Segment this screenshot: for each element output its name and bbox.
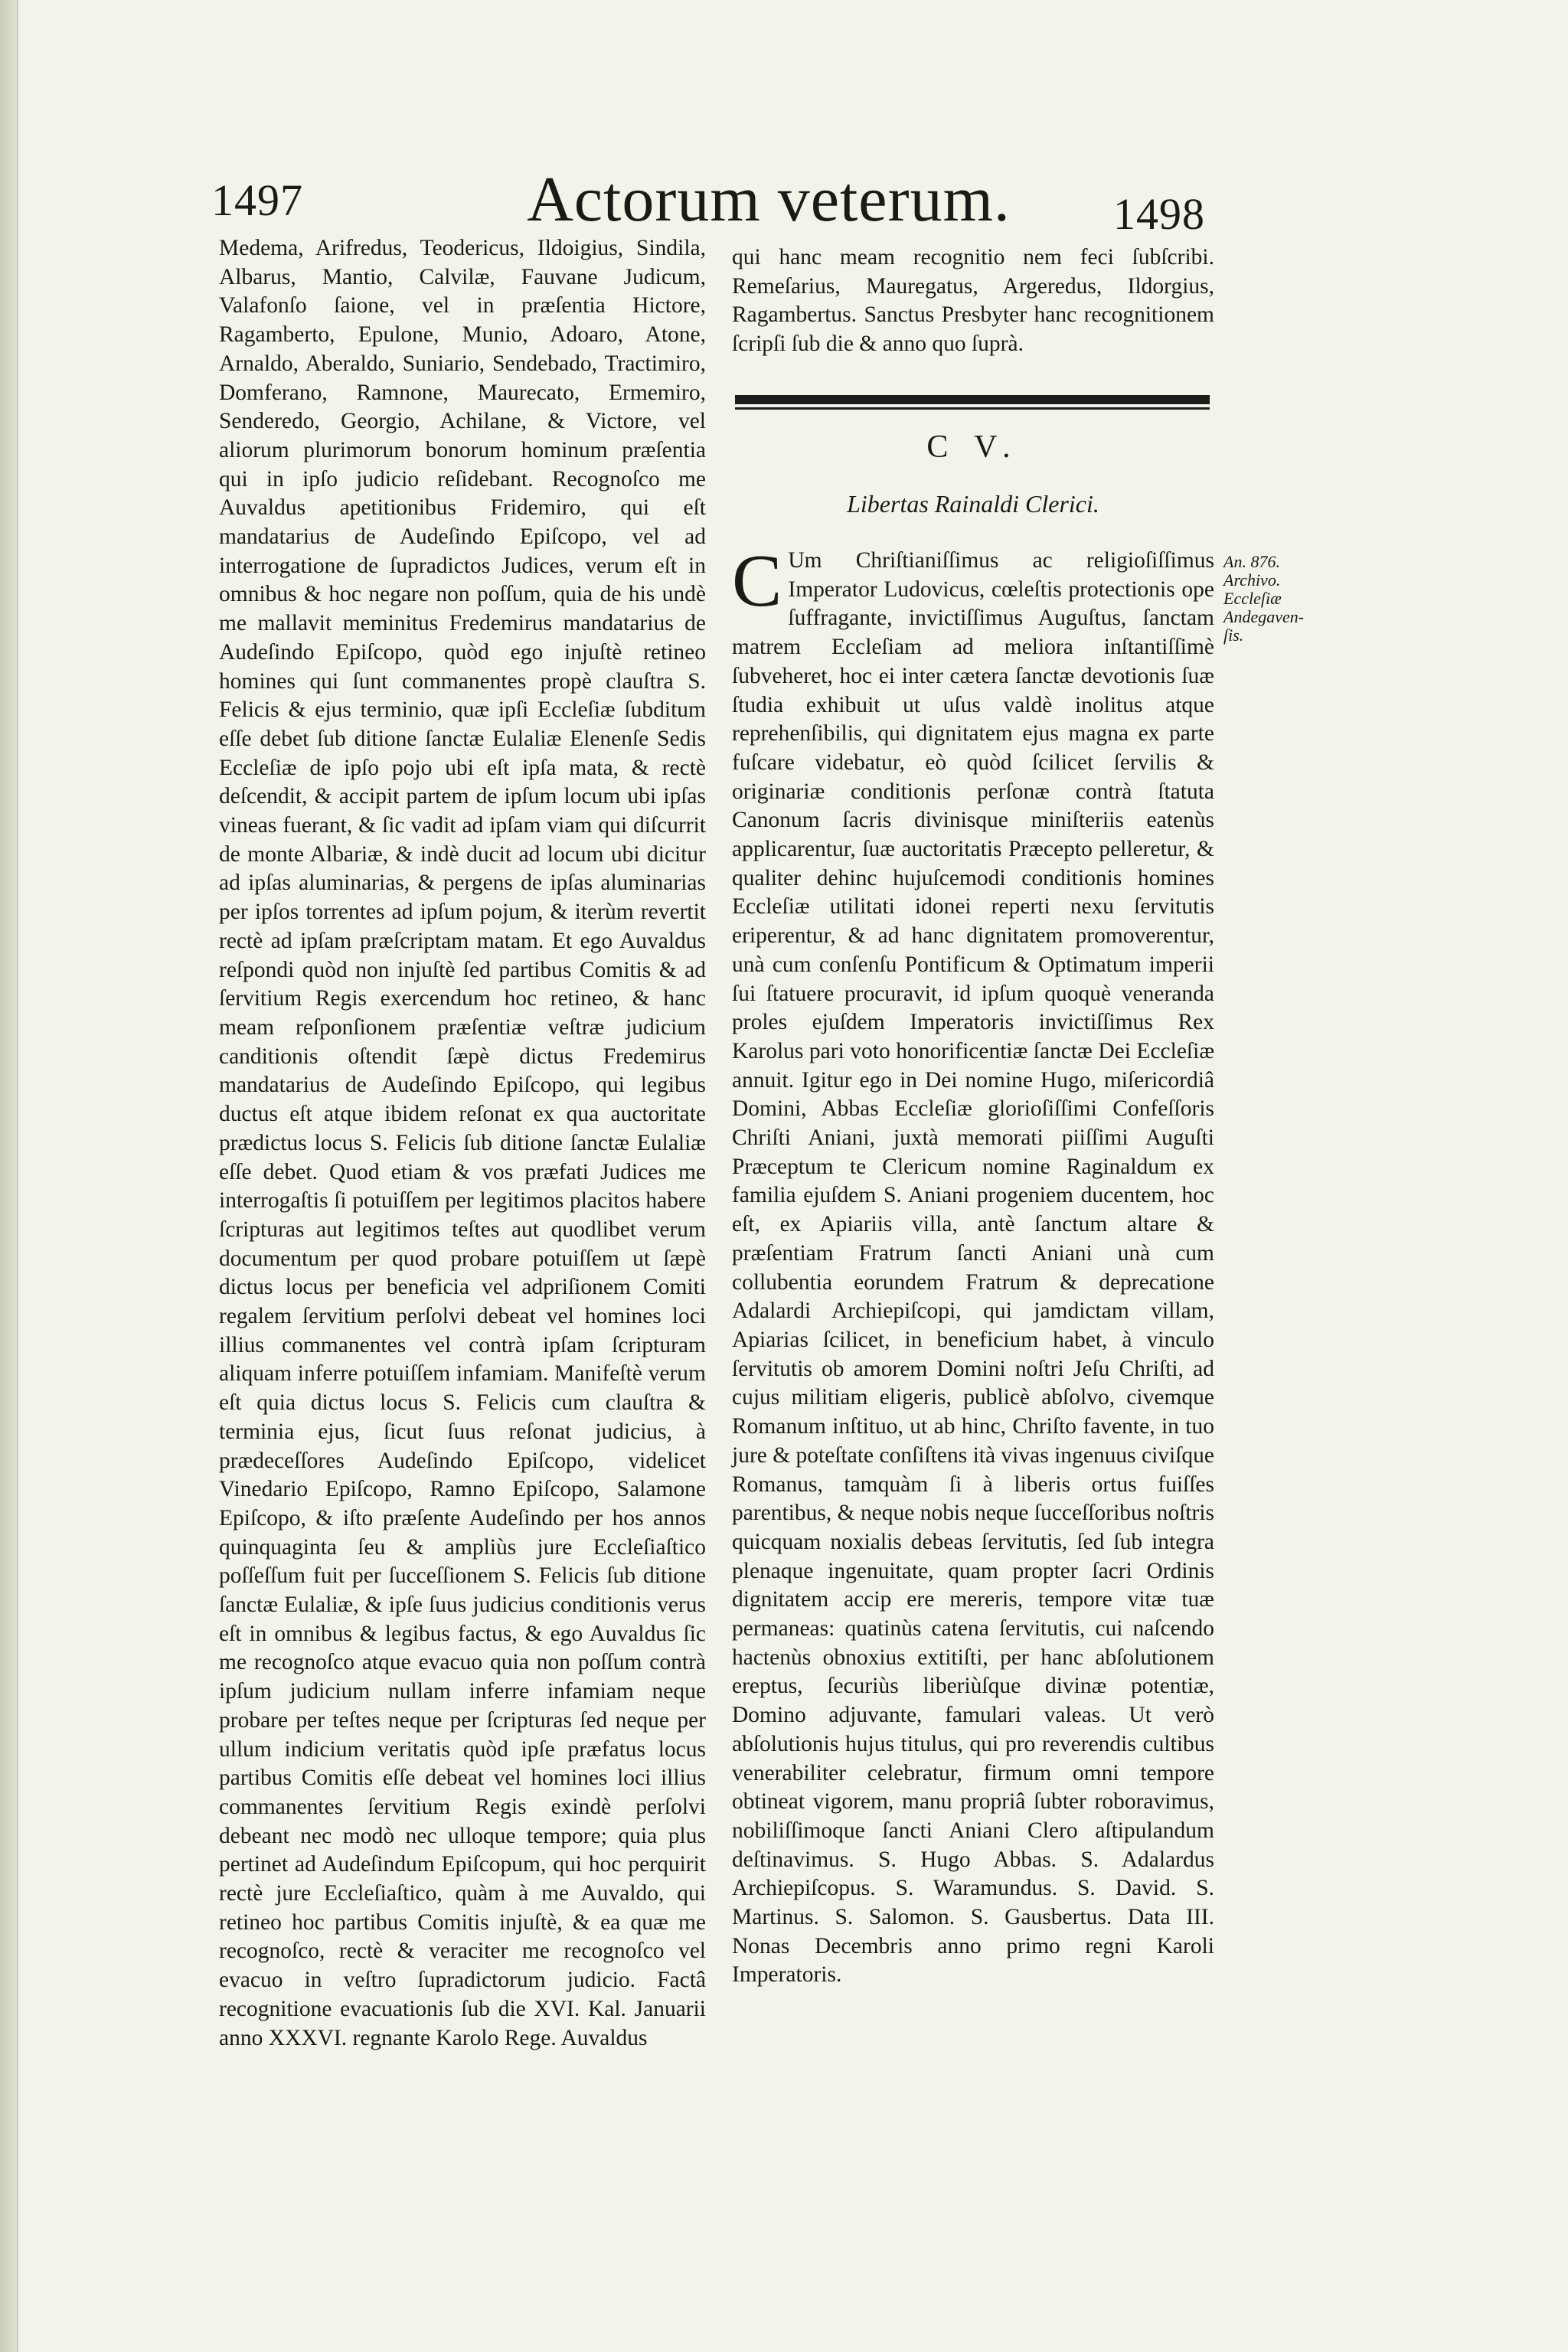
margin-note-line: ſis. bbox=[1223, 626, 1244, 645]
chapter-title: Libertas Rainaldi Clerici. bbox=[847, 490, 1099, 518]
left-column-text: Medema, Arifredus, Teodericus, Ildoigius, Sindila, Albarus, Mantio, Calvilæ, Fauvane Judicum, Valafonſo ſaione, vel in præſentia Hictore, Ragamberto, Epulone, Munio, Adoaro, Atone, Arnaldo, Aberaldo, Suniario, Sendebado, Tractimiro, Domferano, Ramnone, Maurecato, Ermemiro, Senderedo, Georgio, Achilane, & Victore, vel aliorum plurimorum bonorum hominum præſentia qui in ipſo judicio reſidebant. Recognoſco me Auvaldus apetitionibus Fridemiro, qui eſt mandatarius de Audeſindo Epiſcopo, vel ad interrogatione de ſupradictos Judices, verum eſt in omnibus & hoc negare non poſſum, quia de his undè me mallavit meminitus Fredemirus mandatarius de Audeſindo Epiſcopo, quòd ego injuſtè retineo homines qui ſunt commanentes propè clauſtra S. Felicis & ejus terminio, quæ ipſi Eccleſiæ ſubditum eſſe debet ſub ditione ſanctæ Eulaliæ Elenenſe Sedis Eccleſiæ de ipſo pojo ubi eſt ipſa mata, & rectè deſcendit, & accipit partem de ipſum locum ubi ipſas vineas fuerant, & ſic vadit ad ipſam viam qui diſcurrit de monte Albariæ, & indè ducit ad locum ubi dicitur ad ipſas aluminarias, & pergens de ipſas aluminarias per ipſos torrentes ad ipſum pojum, & iterùm revertit rectè ad ipſam præſcriptam matam. Et ego Auvaldus reſpondi quòd non injuſtè ſed partibus Comitis & ad ſervitium Regis exercendum hoc retineo, & hanc meam reſponſionem præſentiæ veſtræ judicium canditionis oſtendit ſæpè dictus Fredemirus mandatarius de Audeſindo Epiſcopo, qui legibus ductus eſt atque ibidem reſonat ex qua auctoritate prædictus locus S. Felicis ſub ditione ſanctæ Eulaliæ eſſe debet. Quod etiam & vos præfati Judices me interrogaſtis ſi potuiſſem per legitimos placitos habere ſcripturas aut legitimos teſtes aut quodlibet verum documentum per quod probare potuiſſem ut ſæpè dictus locus per beneficia vel adpriſionem Comiti regalem ſervitium perſolvi debeat vel homines loci illius commanentes vel contrà ipſam ſcripturam aliquam inferre potuiſſem infamiam. Manifeſtè verum eſt quia dictus locus S. Felicis cum clauſtra & terminia ejus, ſicut ſuus reſonat judicius, à prædeceſſores Audeſindo Epiſcopo, videlicet Vinedario Epiſcopo, Ramno Epiſcopo, Salamone Epiſcopo, & iſto præſente Audeſindo per hos annos quinquaginta ſeu & ampliùs jure Eccleſiaſtico poſſeſſum fuit per ſucceſſionem S. Felicis ſub ditione ſanctæ Eulaliæ, & ipſe ſuus judicius conditionis verus eſt in omnibus & legibus factus, & ego Auvaldus ſic me recognoſco atque evacuo quia non poſſum contrà ipſum judicium nullam inferre infamiam neque probare per teſtes neque per ſcripturas ſed neque per ullum indicium veritatis quòd ipſe præfatus locus partibus Comitis eſſe debeat vel homines loci illius commanentes ſervitium Regis exindè perſolvi debeant nec modò nec ulloque tempore; quia plus pertinet ad Audeſindum Epiſcopum, qui hoc perquirit rectè jure Eccleſiaſtico, quàm à me Auvaldo, qui retineo hoc partibus Comitis injuſtè, & ea quæ me recognoſco, rectè & veraciter me recognoſco vel evacuo in veſtro ſupradictorum judicio. Factâ recognitione evacuationis ſub die XVI. Kal. Januarii anno XXXVI. regnante Karolo Rege. Auvaldus bbox=[219, 236, 706, 2050]
divider-thin-line bbox=[735, 407, 1210, 410]
margin-note-line: Eccleſiæ bbox=[1223, 589, 1282, 608]
right-column-body bbox=[732, 540, 1215, 1990]
divider-thick-line bbox=[735, 395, 1210, 404]
margin-note bbox=[1223, 553, 1331, 645]
page-number-left: 1497 bbox=[211, 175, 303, 225]
book-page bbox=[17, 0, 1568, 2352]
margin-note-line: Andegaven- bbox=[1223, 607, 1305, 626]
right-column-top-text: qui hanc meam recognitio nem feci ſubſcribi. Remeſarius, Mauregatus, Argeredus, Ildorgius, Ragambertus. Sanctus Presbyter hanc recognitionem ſcripſi ſub die & anno quo ſuprà. bbox=[732, 245, 1214, 357]
right-column-body-text: Um Chriſtianiſſimus ac religioſiſſimus Imperator Ludovicus, cœleſtis protectionis ope ſuffragante, invictiſſimus Auguſtus, ſanctam matrem Eccleſiam ad meliora inſtantiſſimè ſubveheret, hoc ei inter cætera ſanctæ devotionis ſuæ ſtudia exhibuit ut uſus valdè inolitus atque reprehenſibilis, qui dignitatem ejus magna ex parte fuſcare videbatur, eò quòd ſcilicet ſervilis & originariæ conditionis perſonæ contrà ſtatuta Canonum ſacris divinisque miniſteriis eatenùs applicarentur, ſuæ auctoritatis Præcepto pelleretur, & qualiter dehinc hujuſcemodi conditionis homines Eccleſiæ utilitati idonei reperti nexu ſervitutis eriperentur, & ad hanc dignitatem promoverentur, unà cum conſenſu Pontificum & Optimatum imperii ſui ſtatuere procuravit, id ipſum quoquè veneranda proles ejuſdem Imperatoris invictiſſimus Rex Karolus pari voto honorificentiæ ſanctæ Dei Eccleſiæ annuit. Igitur ego in Dei nomine Hugo, miſericordiâ Domini, Abbas Eccleſiæ glorioſiſſimi Confeſſoris Chriſti Aniani, juxtà memorati piiſſimi Auguſti Præceptum te Clericum nomine Raginaldum ex familia ejuſdem S. Aniani progeniem ducentem, hoc eſt, ex Apiariis villa, antè ſanctum altare & præſentiam Fratrum ſancti Aniani unà cum collubentia eorundem Fratrum & deprecatione Adalardi Archiepiſcopi, qui jamdictam villam, Apiarias ſcilicet, in beneficium habet, à vinculo ſervitutis ob amorem Domini noſtri Jeſu Chriſti, ad cujus militiam eligeris, publicè abſolvo, civemque Romanum inſtituo, ut ab hinc, Chriſto favente, in tuo jure & poteſtate conſiſtens ità vivas ingenuus civiſque Romanus, tamquàm ſi à liberis ortus fuiſſes parentibus, & neque nobis neque ſucceſſoribus noſtris quicquam noxialis debeas ſervitutis, ſed ſub integra plenaque ingenuitate, quam propter ſacri Ordinis dignitatem accip ere mereris, tempore vitæ tuæ permaneas: quatinùs catena ſervitutis, cui naſcendo hactenùs obnoxius extitiſti, per hanc abſolutionem ereptus, ſecuriùs liberiùſque divinæ potentiæ, Domino adjuvante, famulari valeas. Ut verò abſolutionis hujus titulus, qui pro reverendis cultibus venerabiliter celebratur, firmum omni tempore obtineat vigorem, manu propriâ ſubter roboravimus, nobiliſſimoque ſancti Aniani Clero aſtipulandum deſtinavimus. S. Hugo Abbas. S. Adalardus Archiepiſcopus. S. Waramundus. S. David. S. Martinus. S. Salomon. S. Gausbertus. Data III. Nonas Decembris anno primo regni Karoli Imperatoris. bbox=[732, 548, 1215, 1988]
chapter-number: C V. bbox=[926, 430, 1020, 465]
margin-note-line: An. 876. bbox=[1223, 552, 1280, 571]
drop-cap-letter: C bbox=[732, 540, 782, 622]
margin-note-line: Archivo. bbox=[1223, 570, 1281, 590]
page-number-right: 1498 bbox=[1113, 189, 1205, 239]
running-title: Actorum veterum. bbox=[527, 164, 1011, 235]
section-divider bbox=[735, 395, 1210, 410]
page-gutter bbox=[0, 0, 17, 2352]
